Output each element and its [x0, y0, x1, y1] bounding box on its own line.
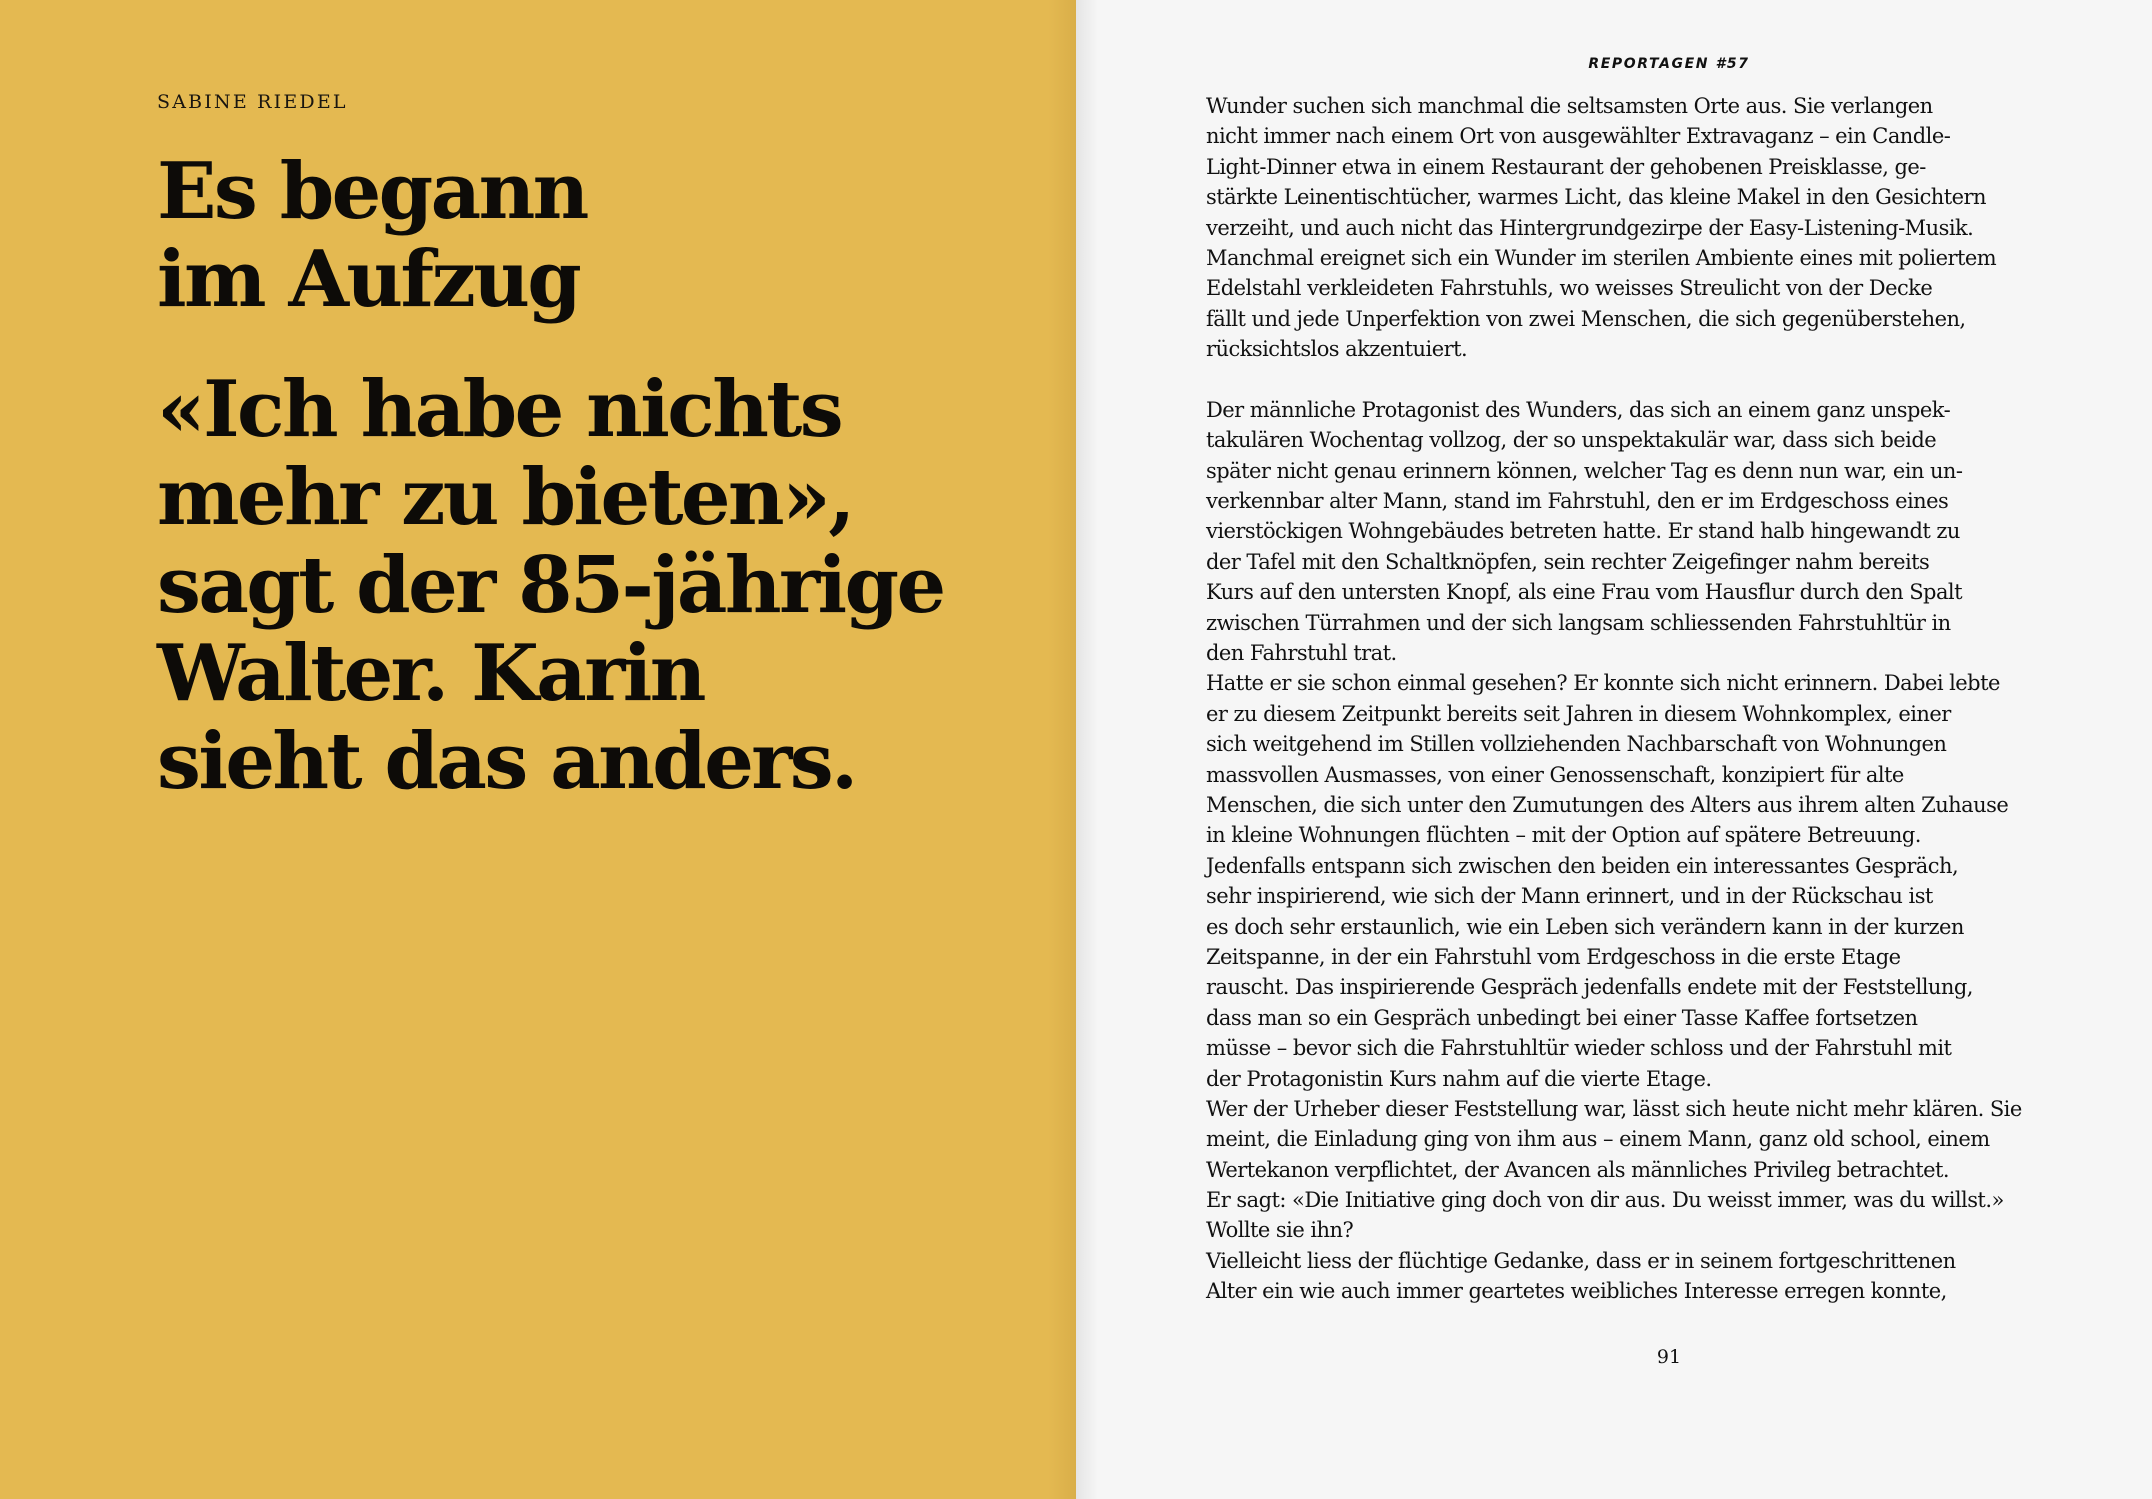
body-line: vierstöckigen Wohngebäudes betreten hatte. Er stand halb hingewandt zu [1206, 519, 1960, 544]
body-line: stärkte Leinentischtücher, warmes Licht, das kleine Makel in den Gesichtern [1206, 185, 1986, 210]
headline [157, 148, 1057, 806]
body-line: Der männliche Protagonist des Wunders, das sich an einem ganz unspek- [1206, 397, 1951, 422]
body-line: takulären Wochentag vollzog, der so unspektakulär war, dass sich beide [1206, 428, 1937, 453]
body-line: verkennbar alter Mann, stand im Fahrstuhl, den er im Erdgeschoss eines [1206, 489, 1949, 514]
body-line: dass man so ein Gespräch unbedingt bei einer Tasse Kaffee fortsetzen [1206, 1005, 1918, 1030]
body-line: Wunder suchen sich manchmal die seltsamsten Orte aus. Sie verlangen [1206, 94, 1933, 118]
body-line: Kurs auf den untersten Knopf, als eine Frau vom Hausflur durch den Spalt [1206, 580, 1962, 605]
lead-line: sagt der 85-jährige [157, 540, 944, 631]
body-line: Vielleicht liess der flüchtige Gedanke, dass er in seinem fortgeschrittenen [1206, 1248, 1956, 1273]
body-line: verzeiht, und auch nicht das Hintergrundgezirpe der Easy-Listening-Musik. [1206, 215, 1974, 240]
body-line: sehr inspirierend, wie sich der Mann erinnert, und in der Rückschau ist [1206, 884, 1933, 909]
paragraph-gap [1206, 365, 2006, 395]
body-line: sich weitgehend im Stillen vollziehenden Nachbarschaft von Wohnungen [1206, 732, 1947, 757]
headline-gap [157, 324, 1057, 366]
body-line: Wertekanon verpflichtet, der Avancen als männliches Privileg betrachtet. [1206, 1157, 1949, 1182]
title-line: im Aufzug [157, 234, 580, 325]
body-line: Alter ein wie auch immer geartetes weibliches Interesse erregen konnte, [1206, 1279, 1947, 1304]
body-text [1206, 91, 2022, 1307]
body-line: der Tafel mit den Schaltknöpfen, sein rechter Zeigefinger nahm bereits [1206, 549, 1930, 574]
body-line: später nicht genau erinnern können, welcher Tag es denn nun war, ein un- [1206, 458, 1963, 483]
body-line: Jedenfalls entspann sich zwischen den beiden ein interessantes Gespräch, [1206, 853, 1959, 878]
body-line: Hatte er sie schon einmal gesehen? Er konnte sich nicht erinnern. Dabei lebte [1206, 671, 2000, 696]
body-line: es doch sehr erstaunlich, wie ein Leben sich verändern kann in der kurzen [1206, 914, 1964, 939]
body-line: meint, die Einladung ging von ihm aus – einem Mann, ganz old school, einem [1206, 1127, 1990, 1152]
body-line: Er sagt: «Die Initiative ging doch von dir aus. Du weisst immer, was du willst.» [1206, 1188, 2004, 1213]
body-line: fällt und jede Unperfektion von zwei Menschen, die sich gegenüberstehen, [1206, 306, 1966, 331]
lead-line: Walter. Karin [157, 628, 704, 719]
body-line: zwischen Türrahmen und der sich langsam schliessenden Fahrstuhltür in [1206, 610, 1951, 635]
page-number: 91 [1656, 1346, 1682, 1368]
body-line: Manchmal ereignet sich ein Wunder im sterilen Ambiente eines mit poliertem [1206, 245, 1997, 270]
body-line: nicht immer nach einem Ort von ausgewählter Extravaganz – ein Candle- [1206, 124, 1951, 149]
body-line: den Fahrstuhl trat. [1206, 641, 1397, 666]
body-line: rauscht. Das inspirierende Gespräch jedenfalls endete mit der Feststellung, [1206, 975, 1973, 1000]
body-line: rücksichtslos akzentuiert. [1206, 337, 1468, 362]
body-line: Edelstahl verkleideten Fahrstuhls, wo weisses Streulicht von der Decke [1206, 276, 1933, 301]
body-line: Zeitspanne, in der ein Fahrstuhl vom Erdgeschoss in die erste Etage [1206, 944, 1901, 969]
body-line: Menschen, die sich unter den Zumutungen des Alters aus ihrem alten Zuhause [1206, 792, 2009, 817]
lead-line: «Ich habe nichts [157, 364, 842, 455]
body-line: Wer der Urheber dieser Feststellung war, lässt sich heute nicht mehr klären. Sie [1206, 1096, 2022, 1121]
body-line: müsse – bevor sich die Fahrstuhltür wieder schloss und der Fahrstuhl mit [1206, 1036, 1952, 1061]
right-page [1076, 0, 2152, 1499]
title-line: Es begann [157, 146, 587, 237]
body-line: der Protagonistin Kurs nahm auf die vierte Etage. [1206, 1066, 1712, 1091]
lead-line: sieht das anders. [157, 716, 856, 807]
body-line: massvollen Ausmasses, von einer Genossenschaft, konzipiert für alte [1206, 762, 1904, 787]
body-line: er zu diesem Zeitpunkt bereits seit Jahren in diesem Wohnkomplex, einer [1206, 701, 1951, 726]
body-line: in kleine Wohnungen flüchten – mit der Option auf spätere Betreuung. [1206, 823, 1921, 848]
body-line: Wollte sie ihn? [1206, 1218, 1354, 1243]
body-line: Light-Dinner etwa in einem Restaurant der gehobenen Preisklasse, ge- [1206, 154, 1926, 179]
author-name: SABINE RIEDEL [157, 91, 348, 113]
lead-line: mehr zu bieten», [157, 452, 853, 543]
running-head: REPORTAGEN #57 [1588, 56, 1750, 72]
